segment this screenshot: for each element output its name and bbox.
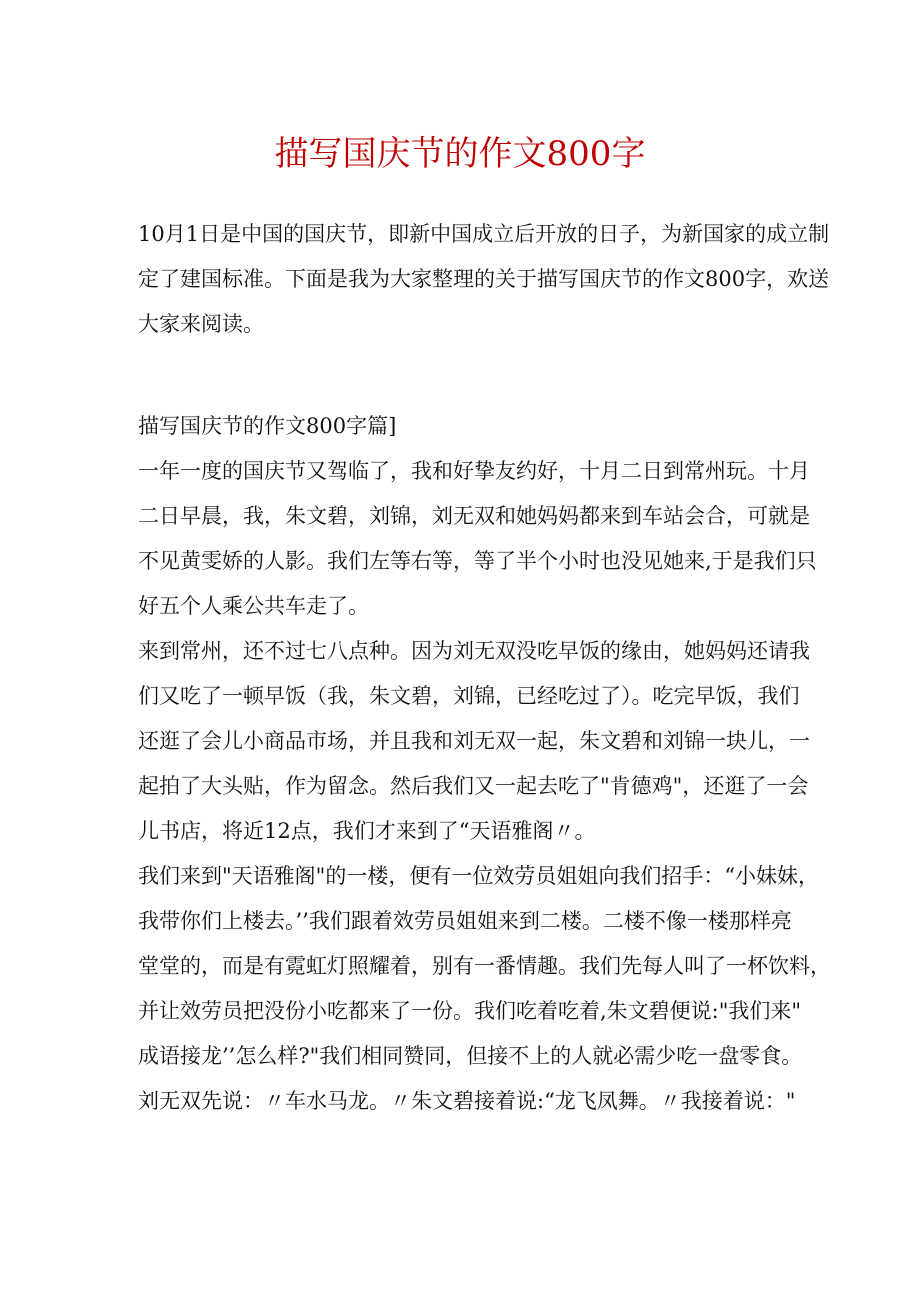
paragraph bbox=[138, 629, 810, 854]
paragraph-line: 一年一度的国庆节又驾临了，我和好挚友约好，十月二日到常州玩。十月 bbox=[138, 459, 810, 483]
paragraph-line: 二日早晨，我，朱文碧，刘锦，刘无双和她妈妈都来到车站会合，可就是 bbox=[138, 504, 810, 528]
intro-paragraph bbox=[138, 212, 830, 347]
paragraph-line: 我带你们上楼去。’’我们跟着效劳员姐姐来到二楼。二楼不像一楼那样亮 bbox=[138, 909, 792, 933]
paragraph-line: 并让效劳员把没份小吃都来了一份。我们吃着吃着,朱文碧便说:"我们来" bbox=[138, 999, 802, 1023]
paragraph-line: 我们来到"天语雅阁"的一楼，便有一位效劳员姐姐向我们招手：“小妹妹， bbox=[138, 864, 820, 888]
intro-line: 10月1日是中国的国庆节，即新中国成立后开放的日子，为新国家的成立制 bbox=[138, 222, 830, 246]
paragraph-line: 起拍了大头贴，作为留念。然后我们又一起去吃了"肯德鸡"，还逛了一会 bbox=[138, 774, 809, 798]
paragraph-line: 儿书店，将近12点，我们才来到了“天语雅阁〃。 bbox=[138, 819, 596, 843]
article-body bbox=[138, 404, 831, 1124]
intro-line: 定了建国标准。下面是我为大家整理的关于描写国庆节的作文800字，欢送 bbox=[138, 267, 830, 291]
document-title: 描写国庆节的作文800字 bbox=[274, 134, 646, 174]
paragraph-line: 们又吃了一顿早饭（我，朱文碧，刘锦，已经吃过了）。吃完早饭，我们 bbox=[138, 684, 800, 708]
paragraph-line: 刘无双先说：〃车水马龙。〃朱文碧接着说:“龙飞凤舞。〃我接着说：" bbox=[138, 1089, 796, 1113]
paragraph bbox=[138, 449, 817, 629]
paragraph-line: 不见黄雯娇的人影。我们左等右等，等了半个小时也没见她来,于是我们只 bbox=[138, 549, 817, 573]
section-heading: 描写国庆节的作文800字篇] bbox=[138, 414, 397, 438]
paragraph-line: 堂堂的，而是有霓虹灯照耀着，别有一番情趣。我们先每人叫了一杯饮料， bbox=[138, 954, 831, 978]
paragraph-line: 成语接龙’’怎么样?"我们相同赞同，但接不上的人就必需少吃一盘零食。 bbox=[138, 1044, 803, 1068]
intro-line: 大家来阅读。 bbox=[138, 312, 264, 336]
paragraph bbox=[138, 854, 831, 1124]
paragraph-line: 好五个人乘公共车走了。 bbox=[138, 594, 369, 618]
paragraph-line: 来到常州，还不过七八点种。因为刘无双没吃早饭的缘由，她妈妈还请我 bbox=[138, 639, 810, 663]
paragraph-line: 还逛了会儿小商品市场，并且我和刘无双一起，朱文碧和刘锦一块儿，一 bbox=[138, 729, 810, 753]
